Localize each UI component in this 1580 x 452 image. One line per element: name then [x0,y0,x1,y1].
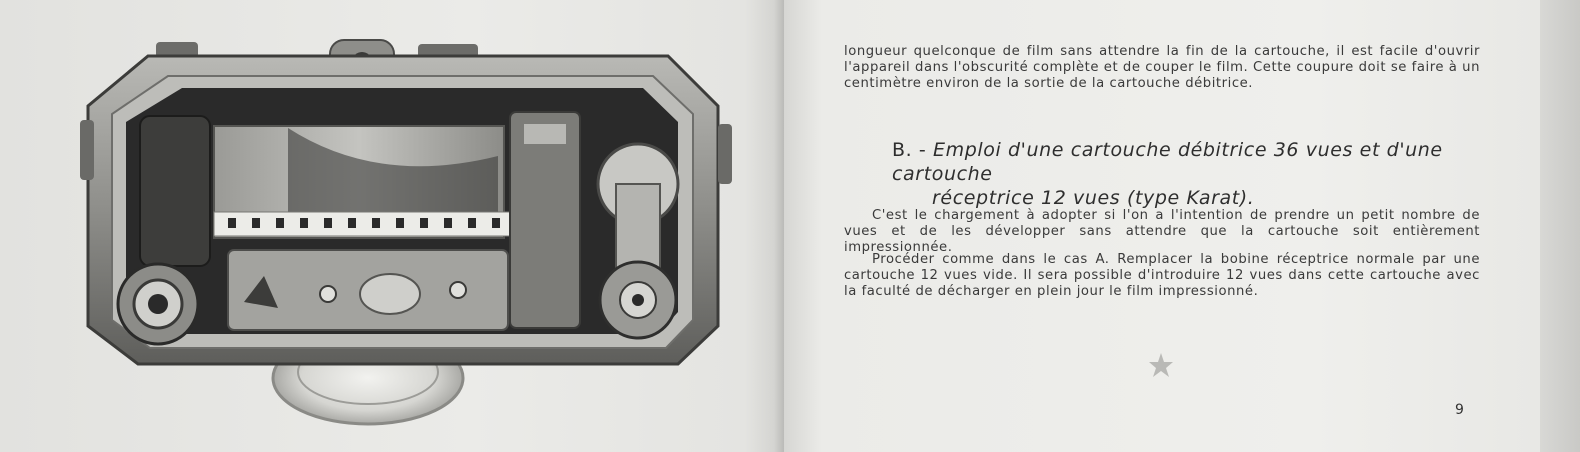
star-icon [1148,352,1174,378]
page-edge [1540,0,1580,452]
page-number: 9 [1455,402,1464,418]
paragraph-1: C'est le chargement à adopter si l'on a l'intention de prendre un petit nombre de vues et de les développer sans attendre que la cartouche soit entièrement impressionnée. [844,208,1480,255]
section-heading-line-1: Emploi d'une cartouche débitrice 36 vues et d'une cartouche [892,139,1443,185]
paragraph-2: Procéder comme dans le cas A. Remplacer la bobine réceptrice normale par une cartouche 12 vues vide. Il sera possible d'introduire 12 vues dans cette cartouche avec la faculté de décharger en plein jour le film impressionné. [844,252,1480,299]
section-heading-line-2: réceptrice 12 vues (type Karat). [932,187,1255,209]
section-heading [892,138,1482,210]
continuation-paragraph: longueur quelconque de film sans attendre la fin de la cartouche, il est facile d'ouvrir l'appareil dans l'obscurité complète et de couper le film. Cette coupure doit se faire à un centimètre environ de la sortie de la cartouche débitrice. [844,44,1480,91]
left-page [0,0,784,452]
camera-interior-photo [78,36,738,436]
section-letter: B. - [892,139,927,161]
